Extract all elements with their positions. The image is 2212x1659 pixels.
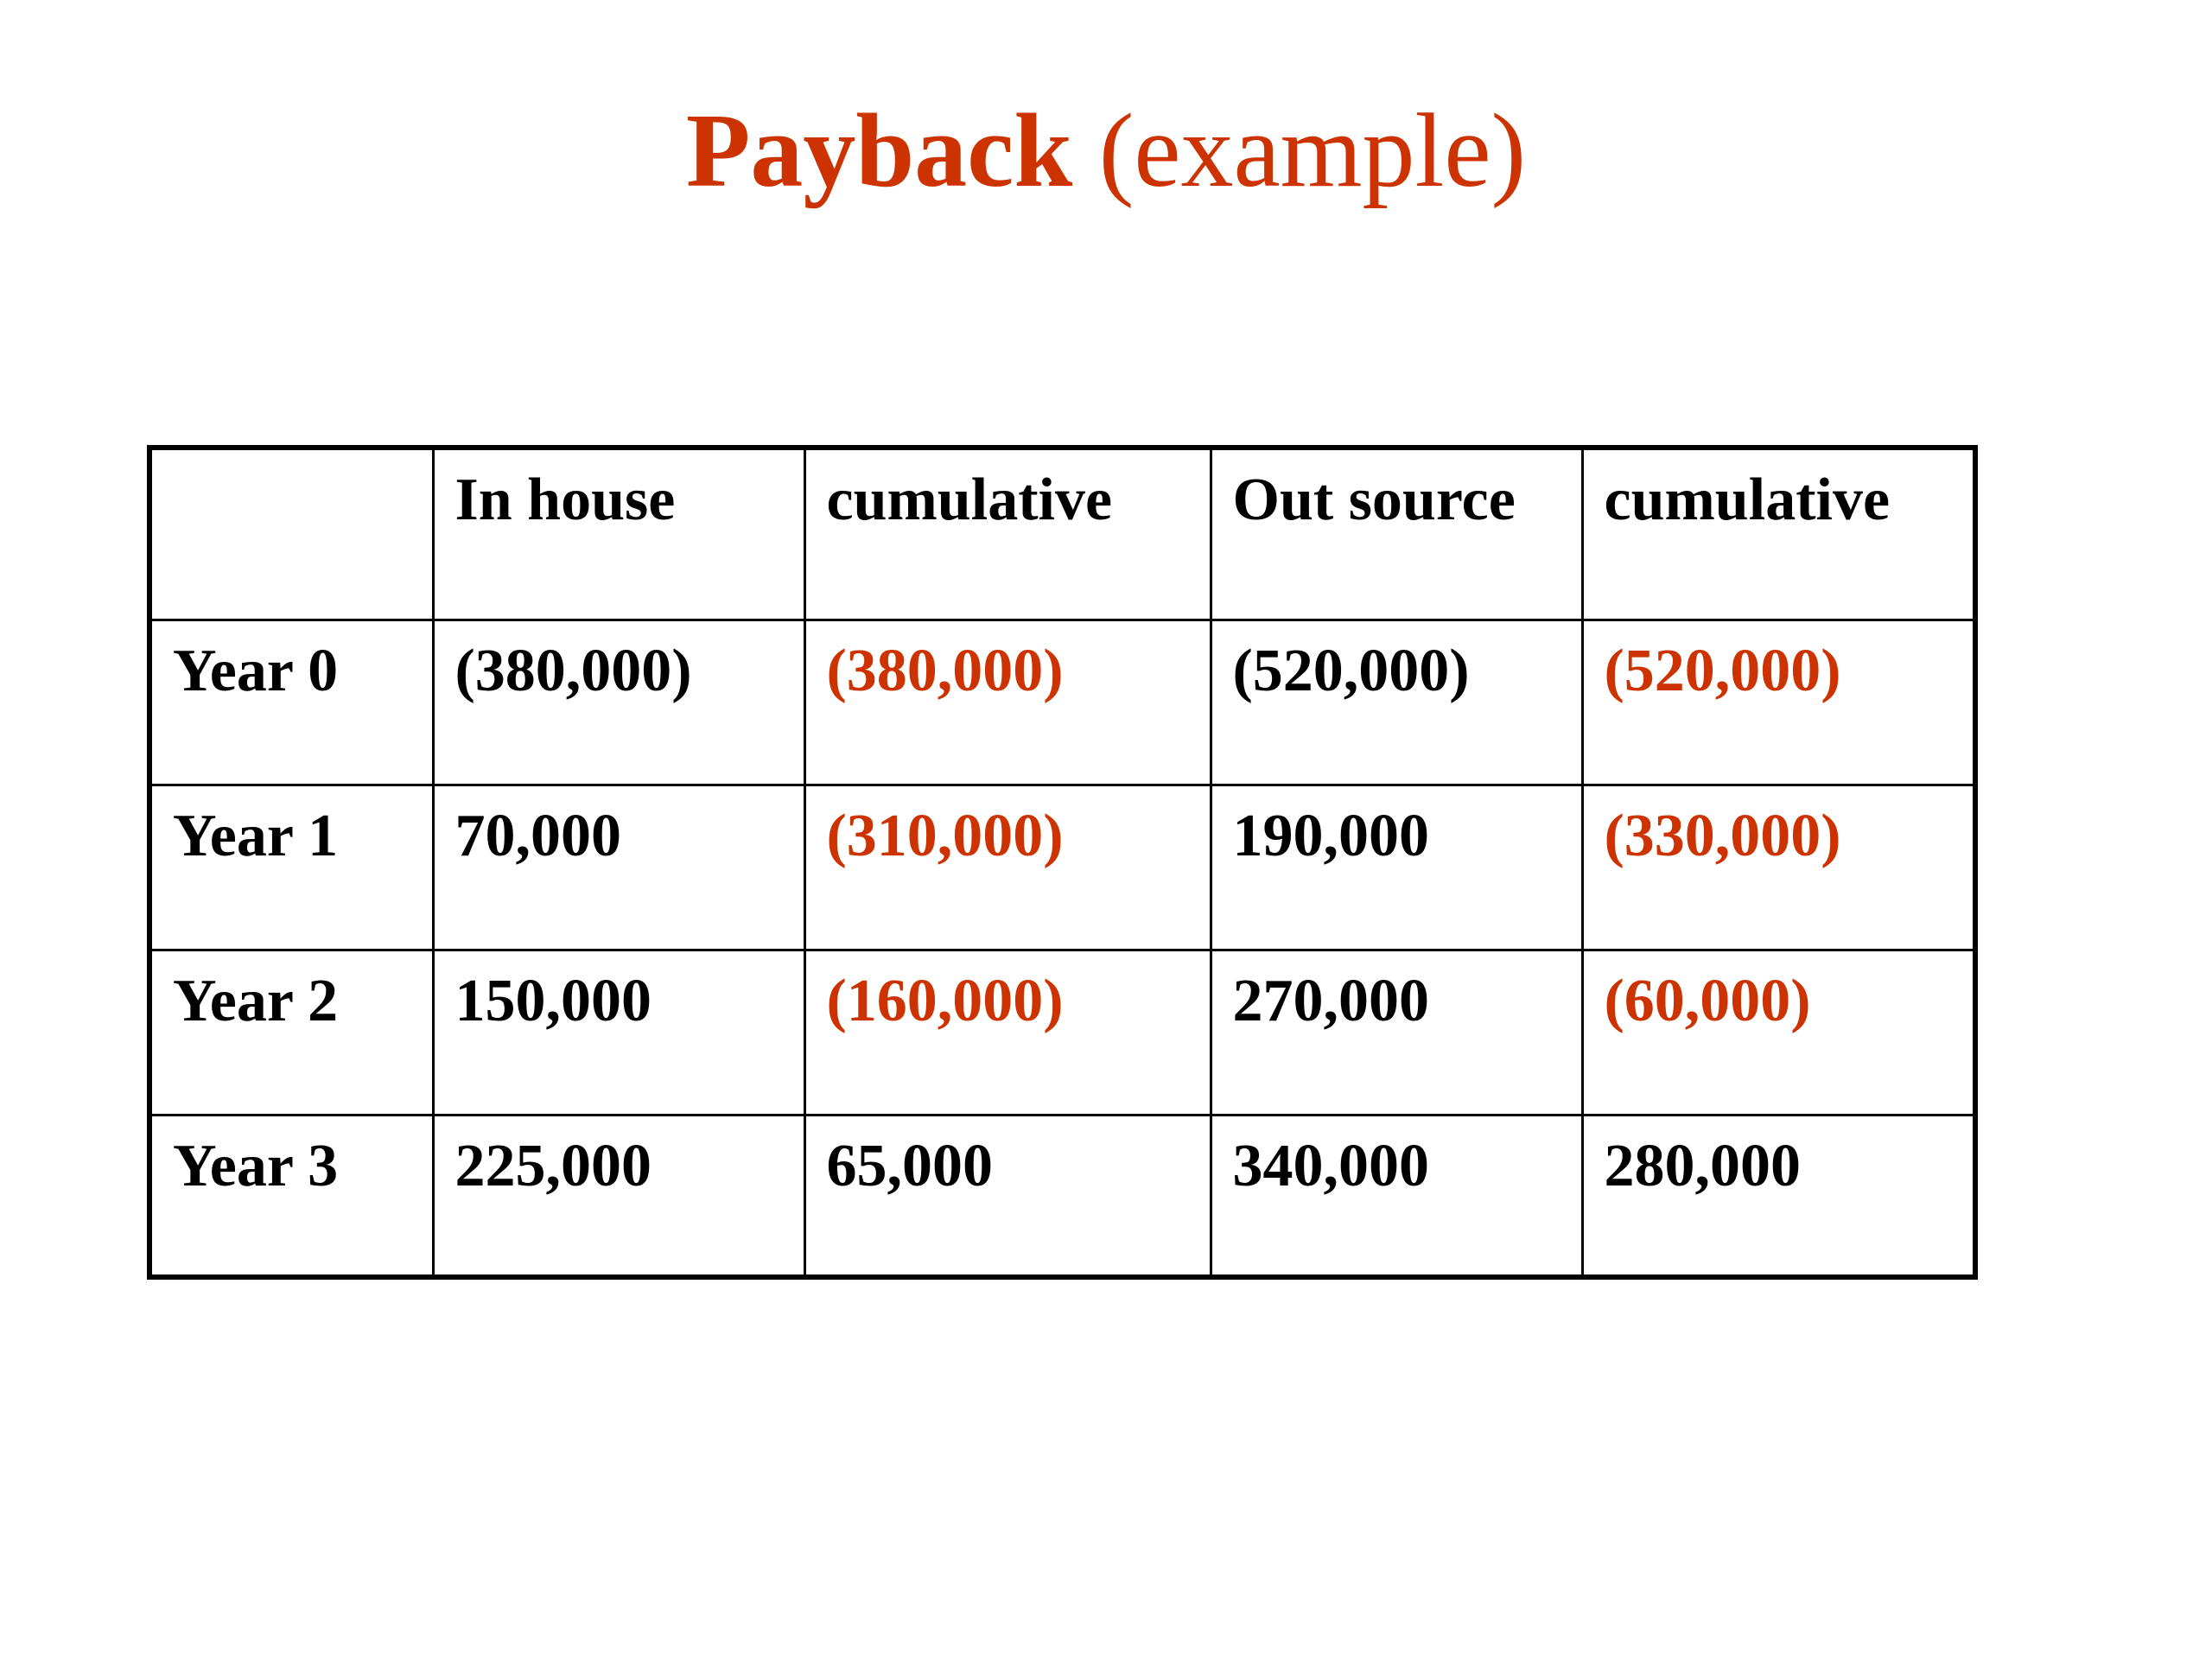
in-house-cumulative-cell: (380,000) — [804, 620, 1211, 785]
row-label: Year 0 — [149, 620, 433, 785]
row-label: Year 3 — [149, 1116, 433, 1278]
in-house-cell: 225,000 — [433, 1116, 804, 1278]
title-bold-text: Payback — [685, 92, 1073, 209]
out-source-cumulative-cell: 280,000 — [1582, 1116, 1975, 1278]
header-cell-blank — [149, 448, 433, 620]
in-house-cell: (380,000) — [433, 620, 804, 785]
out-source-cell: 340,000 — [1211, 1116, 1582, 1278]
header-cell-out-source: Out source — [1211, 448, 1582, 620]
in-house-cumulative-cell: (310,000) — [804, 785, 1211, 950]
title-normal-text: (example) — [1072, 92, 1527, 209]
table-row — [149, 1116, 1975, 1278]
header-cell-in-house-cumulative: cumulative — [804, 448, 1211, 620]
payback-table — [147, 445, 1978, 1280]
slide-title — [0, 86, 2212, 216]
out-source-cumulative-cell: (330,000) — [1582, 785, 1975, 950]
out-source-cell: (520,000) — [1211, 620, 1582, 785]
out-source-cell: 190,000 — [1211, 785, 1582, 950]
table-row — [149, 785, 1975, 950]
header-cell-in-house: In house — [433, 448, 804, 620]
table-row — [149, 950, 1975, 1116]
row-label: Year 2 — [149, 950, 433, 1116]
table-header-row — [149, 448, 1975, 620]
out-source-cumulative-cell: (60,000) — [1582, 950, 1975, 1116]
table-row — [149, 620, 1975, 785]
row-label: Year 1 — [149, 785, 433, 950]
out-source-cumulative-cell: (520,000) — [1582, 620, 1975, 785]
out-source-cell: 270,000 — [1211, 950, 1582, 1116]
in-house-cumulative-cell: 65,000 — [804, 1116, 1211, 1278]
in-house-cell: 70,000 — [433, 785, 804, 950]
in-house-cell: 150,000 — [433, 950, 804, 1116]
in-house-cumulative-cell: (160,000) — [804, 950, 1211, 1116]
header-cell-out-source-cumulative: cumulative — [1582, 448, 1975, 620]
